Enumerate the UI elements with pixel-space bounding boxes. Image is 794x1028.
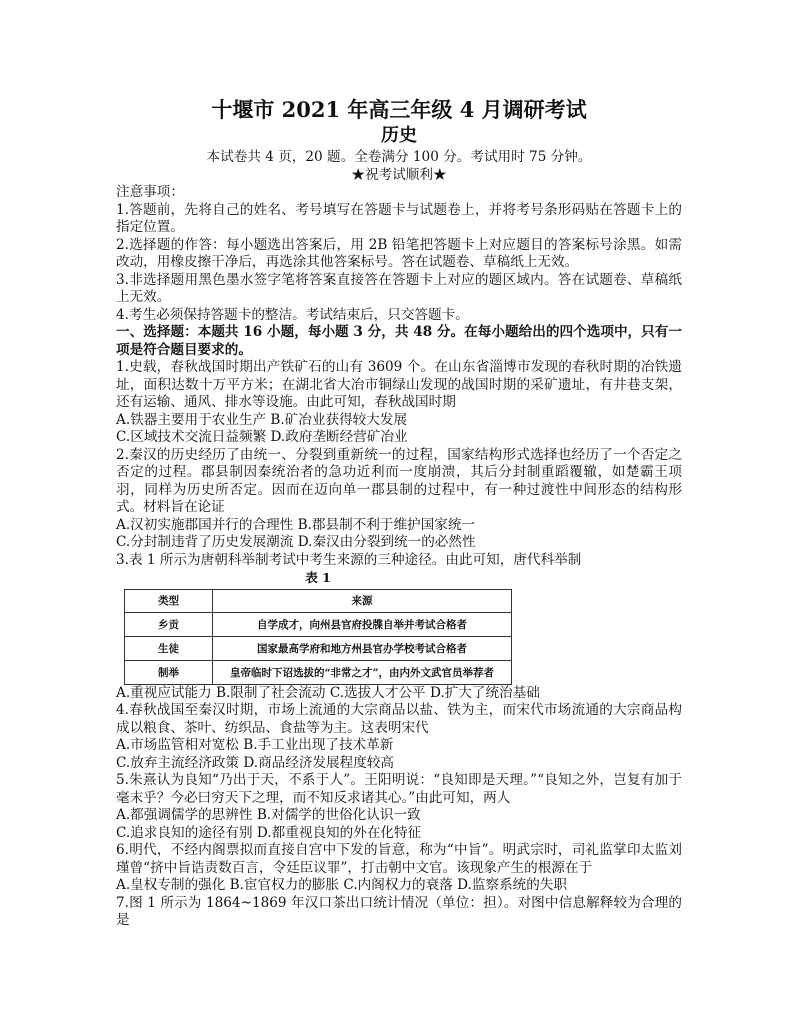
table-cell: 国家最高学府和地方州县官办学校考试合格者 bbox=[213, 636, 512, 660]
answer-option: B.宦官权力的膨胀 bbox=[229, 877, 340, 893]
answer-option: A.皇权专制的强化 bbox=[116, 877, 226, 893]
answer-option: B.手工业出现了技术革新 bbox=[243, 737, 394, 753]
note-item: 2.选择题的作答：每小题选出答案后，用 2B 铅笔把答题卡上对应题目的答案标号涂黑。如需改动，用橡皮擦干净后，再选涂其他答案标号。答在试题卷、草稿纸上无效。 bbox=[116, 236, 682, 270]
answer-option: A.市场监管相对宽松 bbox=[116, 737, 239, 753]
table-cell: 生徒 bbox=[125, 636, 213, 660]
table-row bbox=[125, 660, 512, 684]
options-row bbox=[116, 807, 682, 825]
answer-option: A.都强调儒学的思辨性 bbox=[116, 807, 253, 823]
question-stem: 1.史载，春秋战国时期出产铁矿石的山有 3609 个。在山东省淄博市发现的春秋时期的冶铁遗址，面积达数十万平方米；在湖北省大冶市铜绿山发现的战国时期的采矿遗址，有井巷支架，还有运输、通风、排水等设施。由此可知，春秋战国时期 bbox=[116, 359, 682, 410]
answer-option: B.对儒学的世俗化认识一致 bbox=[256, 807, 421, 823]
subject-title: 历史 bbox=[381, 125, 417, 146]
question-6 bbox=[116, 842, 682, 895]
answer-option: D.扩大了统治基础 bbox=[429, 684, 540, 701]
blessing-line: ★祝考试顺利★ bbox=[351, 166, 447, 183]
options-row bbox=[116, 534, 682, 552]
table-row bbox=[125, 612, 512, 636]
answer-option: D.商品经济发展程度较高 bbox=[243, 754, 395, 771]
answer-option: A.重视应试能力 bbox=[116, 684, 212, 701]
answer-option: C.分封制违背了历史发展潮流 bbox=[116, 534, 294, 550]
notes-heading: 注意事项： bbox=[116, 184, 184, 200]
answer-option: B.矿冶业获得较大发展 bbox=[270, 411, 408, 428]
answer-option: B.郡县制不利于维护国家统一 bbox=[297, 516, 476, 533]
table-cell: 乡贡 bbox=[125, 612, 213, 636]
answer-option: C.选拔人才公平 bbox=[329, 684, 426, 701]
answer-option: C.内阁权力的衰落 bbox=[343, 877, 453, 893]
options-row bbox=[116, 825, 682, 843]
answer-option: C.追求良知的途径有别 bbox=[116, 824, 253, 841]
question-7 bbox=[116, 895, 682, 930]
options-row bbox=[116, 737, 682, 755]
answer-option: C.区域技术交流日益频繁 bbox=[116, 429, 267, 445]
table-cell: 自学成才，向州县官府投牒自举并考试合格者 bbox=[213, 612, 512, 636]
answer-option: A.铁器主要用于农业生产 bbox=[116, 411, 267, 428]
note-item: 1.答题前，先将自己的姓名、考号填写在答题卡与试题卷上，并将考号条形码贴在答题卡上的指定位置。 bbox=[116, 201, 682, 235]
table-row bbox=[125, 636, 512, 660]
answer-option: C.放弃主流经济政策 bbox=[116, 754, 239, 771]
question-stem: 4.春秋战国至秦汉时期，市场上流通的大宗商品以盐、铁为主，而宋代市场流通的大宗商品构成以粮食、茶叶、纺织品、食盐等为主。这表明宋代 bbox=[116, 702, 682, 736]
answer-option: A.汉初实施郡国并行的合理性 bbox=[116, 516, 294, 533]
section-heading: 一、选择题：本题共 16 小题，每小题 3 分，共 48 分。在每小题给出的四个选项中，只有一项是符合题目要求的。 bbox=[116, 324, 682, 358]
exam-info: 本试卷共 4 页，20 题。全卷满分 100 分。考试用时 75 分钟。 bbox=[206, 149, 592, 165]
note-item: 3.非选择题用黑色墨水签字笔将答案直接答在答题卡上对应的题区域内。答在试题卷、草稿纸上无效。 bbox=[116, 271, 682, 305]
question-stem: 2.秦汉的历史经历了由统一、分裂到重新统一的过程，国家结构形式选择也经历了一个否定之否定的过程。郡县制因秦统治者的急功近利而一度崩溃，其后分封制重蹈覆辙，如楚霸王项羽，同样为历史所否定。因而在迈向单一郡县制的过程中，有一种过渡性中间形态的结构形式。材料旨在论证 bbox=[116, 446, 682, 515]
notes-block bbox=[116, 184, 682, 324]
table-caption: 表 1 bbox=[305, 570, 331, 585]
exam-paper bbox=[116, 97, 682, 930]
question-stem: 7.图 1 所示为 1864~1869 年汉口茶出口统计情况（单位：担）。对图中信息解释较为合理的是 bbox=[116, 894, 682, 928]
options-row bbox=[116, 429, 682, 447]
options-row bbox=[116, 412, 682, 430]
question-1 bbox=[116, 359, 682, 447]
table-cell: 制举 bbox=[125, 660, 213, 684]
options-row bbox=[116, 517, 682, 535]
table-header-cell: 类型 bbox=[125, 589, 213, 612]
options-row bbox=[116, 685, 682, 703]
options-row bbox=[116, 877, 682, 895]
note-item: 4.考生必须保持答题卡的整洁。考试结束后，只交答题卡。 bbox=[116, 306, 469, 323]
table-cell: 皇帝临时下诏选拔的“非常之才”，由内外文武官员举荐者 bbox=[213, 660, 512, 684]
answer-option: D.秦汉由分裂到统一的必然性 bbox=[297, 534, 476, 550]
questions-list bbox=[116, 359, 682, 930]
question-4 bbox=[116, 702, 682, 772]
options-row bbox=[116, 755, 682, 773]
answer-option: D.都重视良知的外在化特征 bbox=[256, 824, 422, 841]
answer-option: B.限制了社会流动 bbox=[216, 684, 326, 701]
exam-title: 十堰市 2021 年高三年级 4 月调研考试 bbox=[211, 97, 587, 122]
question-2 bbox=[116, 447, 682, 552]
question-stem: 6.明代，不经内阁票拟而直接自宫中下发的旨意，称为“中旨”。明武宗时，司礼监掌印太监刘瑾曾“挤中旨诰责数百言，令廷臣议罪”，打击朝中文官。该现象产生的根源在于 bbox=[116, 842, 682, 876]
question-stem: 5.朱熹认为良知“乃出于天，不系于人”。王阳明说：“良知即是天理。”“良知之外，岂复有加于毫末乎？今必曰穷天下之理，而不知反求诸其心。”由此可知，两人 bbox=[116, 772, 682, 806]
table-header-cell: 来源 bbox=[213, 589, 512, 612]
table-header-row bbox=[125, 589, 512, 612]
question-3 bbox=[116, 552, 682, 703]
question-stem: 3.表 1 所示为唐朝科举制考试中考生来源的三种途径。由此可知，唐代科举制 bbox=[116, 551, 582, 568]
answer-option: D.政府垄断经营矿冶业 bbox=[270, 429, 408, 445]
source-table bbox=[124, 589, 512, 685]
answer-option: D.监察系统的失职 bbox=[457, 877, 568, 893]
question-5 bbox=[116, 772, 682, 842]
